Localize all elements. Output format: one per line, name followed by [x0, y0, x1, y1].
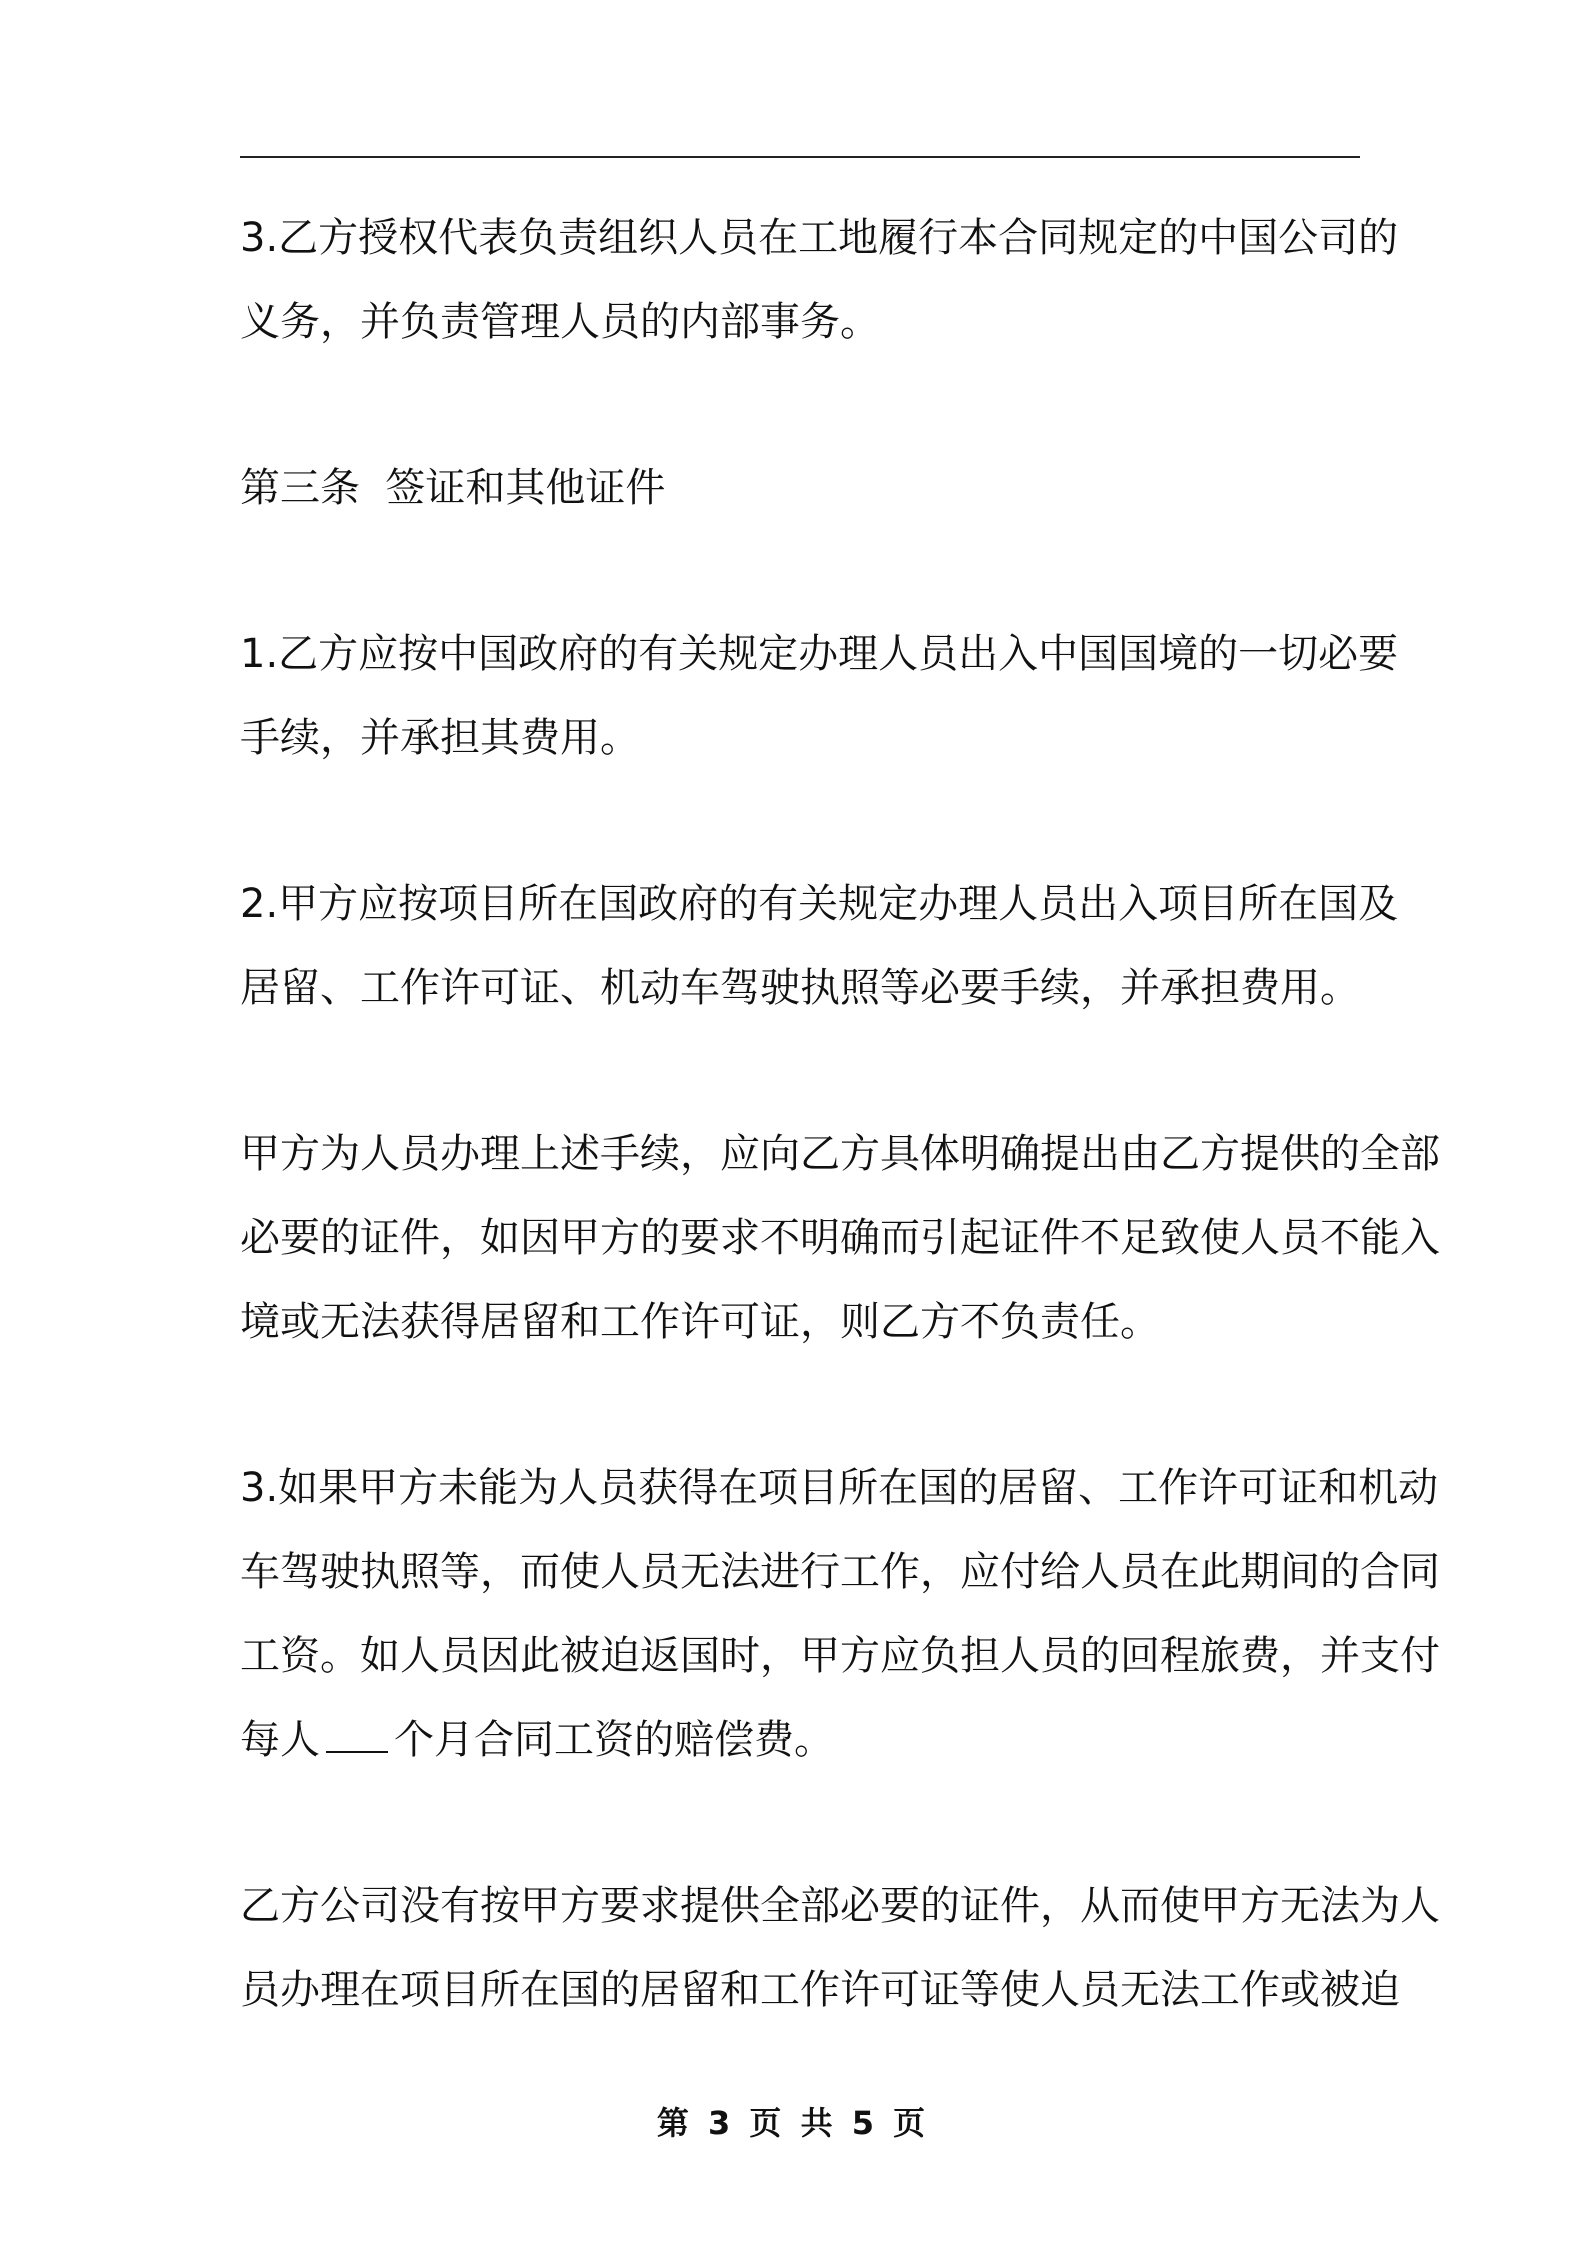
paragraph-article-3-item-3 [240, 1446, 1440, 1782]
text-line: 境或无法获得居留和工作许可证，则乙方不负责任。 [240, 1299, 1160, 1345]
text-line: 工资。如人员因此被迫返国时，甲方应负担人员的回程旅费，并支付 [240, 1633, 1440, 1679]
text-line: 3.如果甲方未能为人员获得在项目所在国的居留、工作许可证和机动 [240, 1465, 1439, 1511]
text-line: 3.乙方授权代表负责组织人员在工地履行本合同规定的中国公司的 [240, 215, 1399, 261]
paragraph-article-2-item-3 [240, 196, 1399, 364]
paragraph-article-3-item-1 [240, 612, 1399, 780]
document-body [240, 196, 1440, 2032]
text-fragment: 每人 [240, 1717, 320, 1763]
text-line: 第三条 签证和其他证件 [240, 465, 666, 511]
text-line: 手续，并承担其费用。 [240, 715, 640, 761]
fill-in-blank [326, 1721, 388, 1753]
text-line: 车驾驶执照等，而使人员无法进行工作，应付给人员在此期间的合同 [240, 1549, 1440, 1595]
text-fragment: 个月合同工资的赔偿费。 [394, 1717, 834, 1763]
text-line: 乙方公司没有按甲方要求提供全部必要的证件，从而使甲方无法为人 [240, 1883, 1440, 1929]
page-number-footer: 第 3 页 共 5 页 [656, 2104, 930, 2142]
text-line: 2.甲方应按项目所在国政府的有关规定办理人员出入项目所在国及 [240, 881, 1399, 927]
section-heading-article-3 [240, 446, 1360, 530]
text-line: 1.乙方应按中国政府的有关规定办理人员出入中国国境的一切必要 [240, 631, 1399, 677]
paragraph-article-3-item-3-note [240, 1864, 1440, 2032]
header-rule [240, 156, 1360, 158]
text-line [240, 1698, 1360, 1782]
text-line: 员办理在项目所在国的居留和工作许可证等使人员无法工作或被迫 [240, 1967, 1400, 2013]
text-line: 义务，并负责管理人员的内部事务。 [240, 299, 880, 345]
text-line: 必要的证件，如因甲方的要求不明确而引起证件不足致使人员不能入 [240, 1215, 1440, 1261]
paragraph-article-3-item-2 [240, 862, 1399, 1030]
text-line: 居留、工作许可证、机动车驾驶执照等必要手续，并承担费用。 [240, 965, 1360, 1011]
text-line: 甲方为人员办理上述手续，应向乙方具体明确提出由乙方提供的全部 [240, 1131, 1440, 1177]
paragraph-article-3-item-2-note [240, 1112, 1440, 1364]
